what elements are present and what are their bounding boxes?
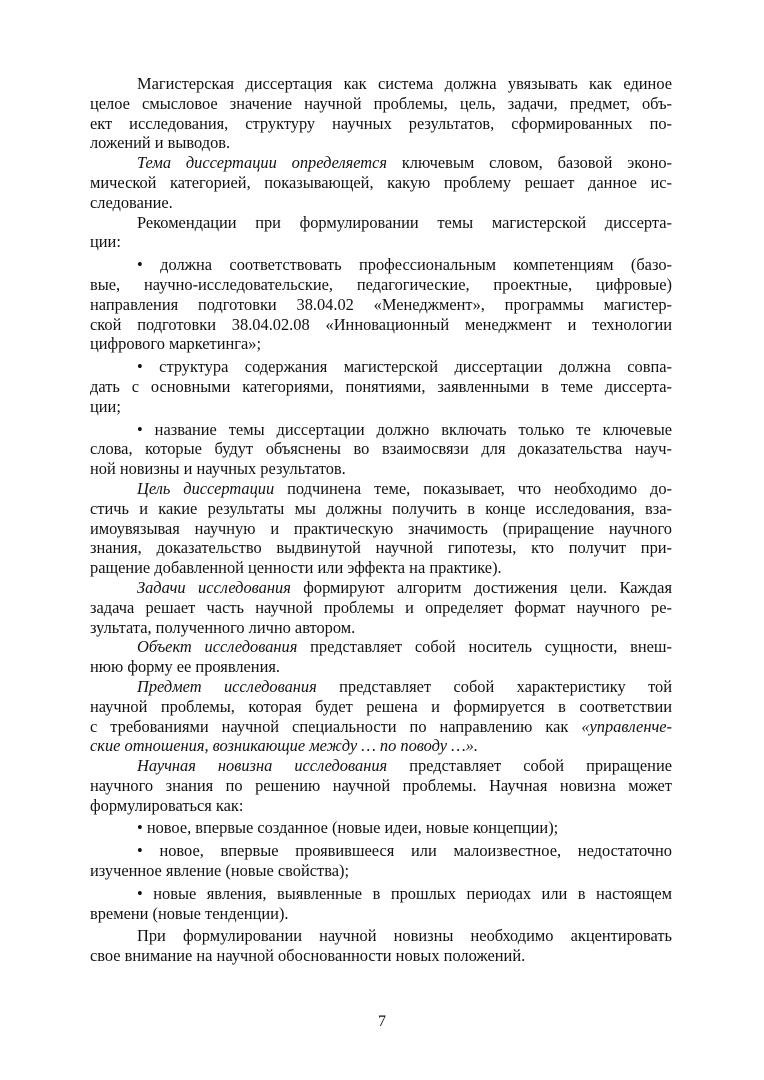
bullet-paragraph xyxy=(90,884,672,924)
text-line xyxy=(90,677,672,697)
text-line xyxy=(90,193,672,213)
paragraph xyxy=(90,578,672,637)
text-segment: слова, которые будут объяснены во взаимосвязи для доказательства науч- xyxy=(90,439,672,459)
text-line xyxy=(90,841,672,861)
text-line xyxy=(90,946,672,966)
text-segment: представляет собой характеристику той xyxy=(316,676,672,696)
text-segment: • новое, впервые созданное (новые идеи, новые концепции); xyxy=(137,818,559,838)
text-line xyxy=(90,904,672,924)
paragraph xyxy=(90,74,672,153)
text-line xyxy=(90,173,672,193)
text-line xyxy=(90,578,672,598)
text-line xyxy=(90,439,672,459)
bullet-paragraph xyxy=(90,255,672,354)
text-segment: подчинена теме, показывает, что необходимо до- xyxy=(274,478,672,498)
text-segment: ции: xyxy=(90,232,121,252)
text-line xyxy=(90,295,672,315)
text-line xyxy=(90,717,672,737)
text-line xyxy=(90,618,672,638)
text-segment: имоувязывая научную и практическую значимость (приращение научного xyxy=(90,518,672,538)
text-line xyxy=(90,558,672,578)
text-segment: ключевым словом, базовой эконо- xyxy=(387,153,672,173)
bullet-paragraph xyxy=(90,818,672,838)
text-segment: формируют алгоритм достижения цели. Каждая xyxy=(290,577,672,597)
text-line xyxy=(90,499,672,519)
text-segment: целое смысловое значение научной проблемы, цель, задачи, предмет, объ- xyxy=(90,93,672,113)
italic-term: «управленче- xyxy=(581,716,672,736)
text-line xyxy=(90,94,672,114)
bullet-paragraph xyxy=(90,926,672,966)
text-segment: представляет собой приращение xyxy=(387,756,672,776)
text-segment: ции; xyxy=(90,396,121,416)
text-segment: мической категорией, показывающей, какую проблему решает данное ис- xyxy=(90,172,672,192)
text-line xyxy=(90,926,672,946)
text-segment: вые, научно-исследовательские, педагогические, проектные, цифровые) xyxy=(90,274,672,294)
text-segment: задача решает часть научной проблемы и определяет формат научного ре- xyxy=(90,597,672,617)
text-segment: ской подготовки 38.04.02.08 «Инновационный менеджмент и технологии xyxy=(90,314,672,334)
italic-term: Тема диссертации определяется xyxy=(137,153,387,173)
text-segment: зультата, полученного лично автором. xyxy=(90,617,356,637)
paragraph xyxy=(90,153,672,212)
italic-term: Цель диссертации xyxy=(137,478,275,498)
text-segment: знания, доказательство выдвинутой научной гипотезы, кто получит при- xyxy=(90,538,672,558)
paragraph xyxy=(90,479,672,578)
italic-term: Научная новизна исследования xyxy=(137,756,388,776)
text-line xyxy=(90,776,672,796)
text-line xyxy=(90,114,672,134)
page-number: 7 xyxy=(378,1013,386,1030)
italic-term: Объект исследования xyxy=(137,637,298,657)
italic-term: Предмет исследования xyxy=(137,676,317,696)
text-line xyxy=(90,255,672,275)
text-segment: ращение добавленной ценности или эффекта на практике). xyxy=(90,558,502,578)
text-line xyxy=(90,377,672,397)
text-segment: дать с основными категориями, понятиями, заявленными в теме диссерта- xyxy=(90,376,672,396)
text-line xyxy=(90,334,672,354)
text-segment: • структура содержания магистерской диссертации должна совпа- xyxy=(137,357,672,377)
text-line xyxy=(90,479,672,499)
text-line xyxy=(90,459,672,479)
text-line xyxy=(90,74,672,94)
text-segment: стичь и какие результаты мы должны получить в конце исследования, вза- xyxy=(90,498,672,518)
text-line xyxy=(90,315,672,335)
document-body xyxy=(90,74,672,966)
text-segment: изученное явление (новые свойства); xyxy=(90,861,350,881)
bullet-paragraph xyxy=(90,420,672,479)
text-line xyxy=(90,357,672,377)
text-line xyxy=(90,697,672,717)
text-line xyxy=(90,397,672,417)
text-line xyxy=(90,756,672,776)
text-segment: Рекомендации при формулировании темы магистерской диссерта- xyxy=(137,212,672,232)
text-line xyxy=(90,420,672,440)
text-segment: нюю форму ее проявления. xyxy=(90,657,280,677)
text-segment: • название темы диссертации должно включать только те ключевые xyxy=(137,419,672,439)
bullet-paragraph xyxy=(90,357,672,416)
text-segment: ложений и выводов. xyxy=(90,133,231,153)
paragraph xyxy=(90,637,672,677)
text-line xyxy=(90,133,672,153)
text-segment: формулироваться как: xyxy=(90,795,244,815)
text-line xyxy=(90,657,672,677)
text-line xyxy=(90,598,672,618)
paragraph xyxy=(90,756,672,815)
text-segment: При формулировании научной новизны необходимо акцентировать xyxy=(137,926,672,946)
text-line xyxy=(90,213,672,233)
paragraph xyxy=(90,677,672,756)
bullet-paragraph xyxy=(90,841,672,881)
text-line xyxy=(90,538,672,558)
text-line xyxy=(90,861,672,881)
text-line xyxy=(90,818,672,838)
text-line xyxy=(90,275,672,295)
text-line xyxy=(90,232,672,252)
text-segment: ной новизны и научных результатов. xyxy=(90,459,346,479)
text-line xyxy=(90,796,672,816)
text-line xyxy=(90,519,672,539)
text-line xyxy=(90,884,672,904)
text-segment: • новые явления, выявленные в прошлых периодах или в настоящем xyxy=(137,883,672,903)
paragraph xyxy=(90,213,672,253)
text-segment: следование. xyxy=(90,192,173,212)
text-segment: представляет собой носитель сущности, внеш- xyxy=(297,637,672,657)
italic-term: Задачи исследования xyxy=(137,577,291,597)
text-line xyxy=(90,637,672,657)
text-segment: Магистерская диссертация как система должна увязывать как единое xyxy=(137,74,672,93)
text-segment: • новое, впервые проявившееся или малоизвестное, недостаточно xyxy=(137,841,672,861)
text-segment: с требованиями научной специальности по направлению как xyxy=(90,716,582,736)
text-segment: цифрового маркетинга»; xyxy=(90,334,261,354)
italic-term: ские отношения, возникающие между … по поводу …». xyxy=(90,736,478,756)
text-line xyxy=(90,153,672,173)
text-segment: ект исследования, структуру научных результатов, сформированных по- xyxy=(90,113,672,133)
text-segment: направления подготовки 38.04.02 «Менеджмент», программы магистер- xyxy=(90,294,672,314)
text-segment: времени (новые тенденции). xyxy=(90,903,289,923)
text-line xyxy=(90,736,672,756)
text-segment: свое внимание на научной обоснованности новых положений. xyxy=(90,946,526,966)
text-segment: научной проблемы, которая будет решена и формируется в соответствии xyxy=(90,696,672,716)
text-segment: • должна соответствовать профессиональным компетенциям (базо- xyxy=(137,255,672,275)
text-segment: научного знания по решению научной проблемы. Научная новизна может xyxy=(90,775,672,795)
